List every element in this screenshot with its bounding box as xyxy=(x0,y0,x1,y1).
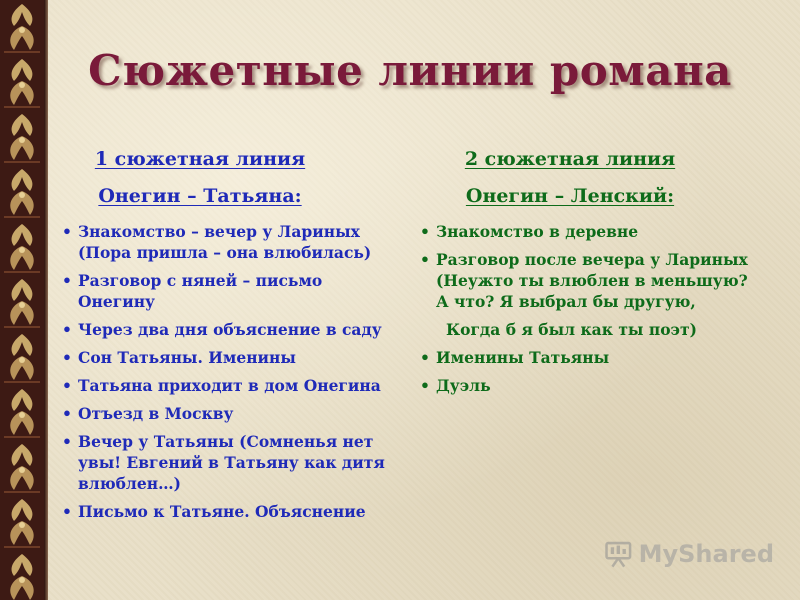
bullet-icon: • xyxy=(420,250,430,269)
left-heading-line1: 1 сюжетная линия xyxy=(94,148,306,170)
list-item: • Знакомство в деревне xyxy=(420,222,639,241)
left-heading-line2: Онегин – Татьяна: xyxy=(98,185,302,207)
list-item: • Татьяна приходит в дом Онегина xyxy=(62,376,381,395)
border-edge xyxy=(44,0,48,600)
list-item: • Именины Татьяны xyxy=(420,348,610,367)
bullet-icon: • xyxy=(62,222,72,241)
list-item: • Знакомство – вечер у Лариных (Пора пришла – она влюбилась) xyxy=(62,222,372,262)
bullet-icon: • xyxy=(62,502,72,521)
slide-title: Сюжетные линии романа xyxy=(88,46,732,95)
list-item: • Вечер у Татьяны (Сомненья нет увы! Евгений в Татьяну как дитя влюблен…) xyxy=(62,432,385,493)
right-item-list xyxy=(418,221,758,403)
bullet-icon: • xyxy=(62,320,72,339)
myshared-watermark xyxy=(604,534,774,574)
list-item: • Разговор с няней – письмо Онегину xyxy=(62,271,323,311)
bullet-icon: • xyxy=(62,271,72,290)
ornament-pattern-icon xyxy=(0,0,44,600)
list-item: • Письмо к Татьяне. Объяснение xyxy=(62,502,366,521)
list-item: • Дуэль xyxy=(420,376,491,395)
right-heading-line2: Онегин – Ленский: xyxy=(465,185,675,207)
bullet-icon: • xyxy=(420,222,430,241)
list-item: • Разговор после вечера у Лариных (Неужто ты влюблен в меньшую? А что? Я выбрал бы другую, xyxy=(420,250,748,311)
watermark-text: MyShared xyxy=(638,540,774,568)
list-item: • Сон Татьяны. Именины xyxy=(62,348,296,367)
left-item-list xyxy=(60,221,390,529)
bullet-icon: • xyxy=(62,404,72,423)
ornamental-border xyxy=(0,0,44,600)
bullet-icon: • xyxy=(420,376,430,395)
list-item-continuation: Когда б я был как ты поэт) xyxy=(446,320,697,339)
presentation-board-icon xyxy=(604,538,633,570)
list-item: • Через два дня объяснение в саду xyxy=(62,320,382,339)
list-item: • Отъезд в Москву xyxy=(62,404,234,423)
right-heading-line1: 2 сюжетная линия xyxy=(464,148,676,170)
bullet-icon: • xyxy=(62,376,72,395)
bullet-icon: • xyxy=(62,432,72,451)
bullet-icon: • xyxy=(62,348,72,367)
bullet-icon: • xyxy=(420,348,430,367)
